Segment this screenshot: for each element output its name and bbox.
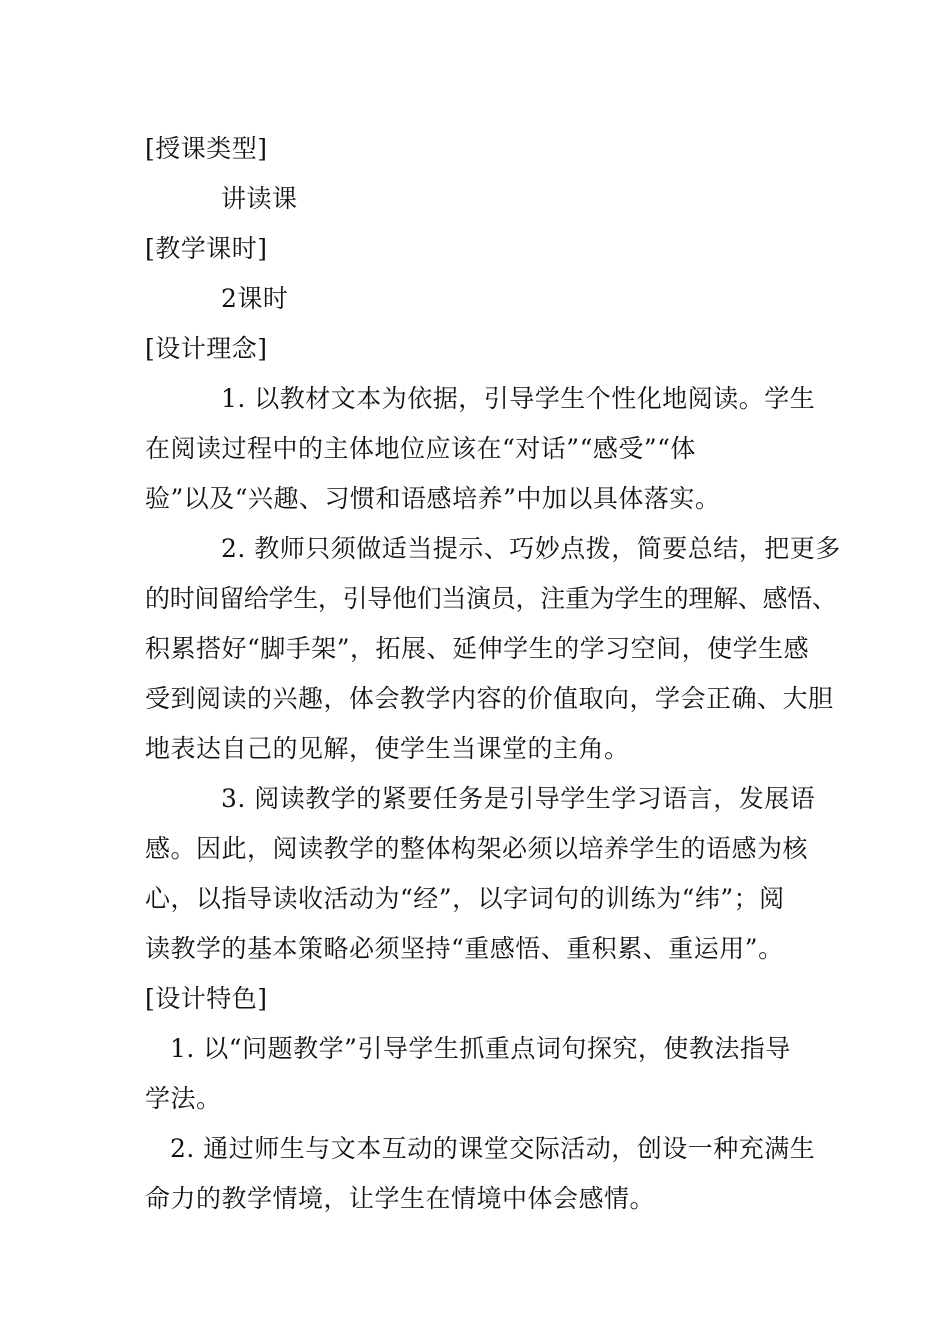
concept-1-line-2: 在阅读过程中的主体地位应该在“对话”“感受”“体 <box>145 434 696 463</box>
heading-lesson-type: [授课类型] <box>145 134 268 163</box>
concept-2-line-1: 2. 教师只须做适当提示、巧妙点拨，简要总结，把更多 <box>221 534 841 563</box>
concept-2-line-5: 地表达自己的见解，使学生当课堂的主角。 <box>145 734 630 763</box>
concept-3-line-2: 感。因此，阅读教学的整体构架必须以培养学生的语感为核 <box>145 834 809 863</box>
feature-2-line-1: 2. 通过师生与文本互动的课堂交际活动，创设一种充满生 <box>170 1134 816 1163</box>
concept-2-line-4: 受到阅读的兴趣，体会教学内容的价值取向，学会正确、大胆 <box>145 684 834 713</box>
concept-3-line-4: 读教学的基本策略必须坚持“重感悟、重积累、重运用”。 <box>145 934 784 963</box>
feature-1-line-1: 1. 以“问题教学”引导学生抓重点词句探究，使教法指导 <box>170 1034 791 1063</box>
feature-1-line-2: 学法。 <box>145 1084 222 1113</box>
class-hours-value: 2课时 <box>221 284 289 313</box>
heading-class-hours: [教学课时] <box>145 234 268 263</box>
concept-3-line-3: 心，以指导读收活动为“经”，以字词句的训练为“纬”；阅 <box>145 884 785 913</box>
concept-2-line-2: 的时间留给学生，引导他们当演员，注重为学生的理解、感悟、 <box>145 584 837 613</box>
concept-2-line-3: 积累搭好“脚手架”，拓展、延伸学生的学习空间，使学生感 <box>145 634 810 663</box>
concept-1-line-1: 1. 以教材文本为依据，引导学生个性化地阅读。学生 <box>221 384 816 413</box>
lesson-type-value: 讲读课 <box>221 184 298 213</box>
concept-3-line-1: 3. 阅读教学的紧要任务是引导学生学习语言，发展语 <box>221 784 816 813</box>
concept-1-line-3: 验”以及“兴趣、习惯和语感培养”中加以具体落实。 <box>145 484 721 513</box>
heading-design-concept: [设计理念] <box>145 334 268 363</box>
heading-design-features: [设计特色] <box>145 984 268 1013</box>
feature-2-line-2: 命力的教学情境，让学生在情境中体会感情。 <box>145 1184 656 1213</box>
